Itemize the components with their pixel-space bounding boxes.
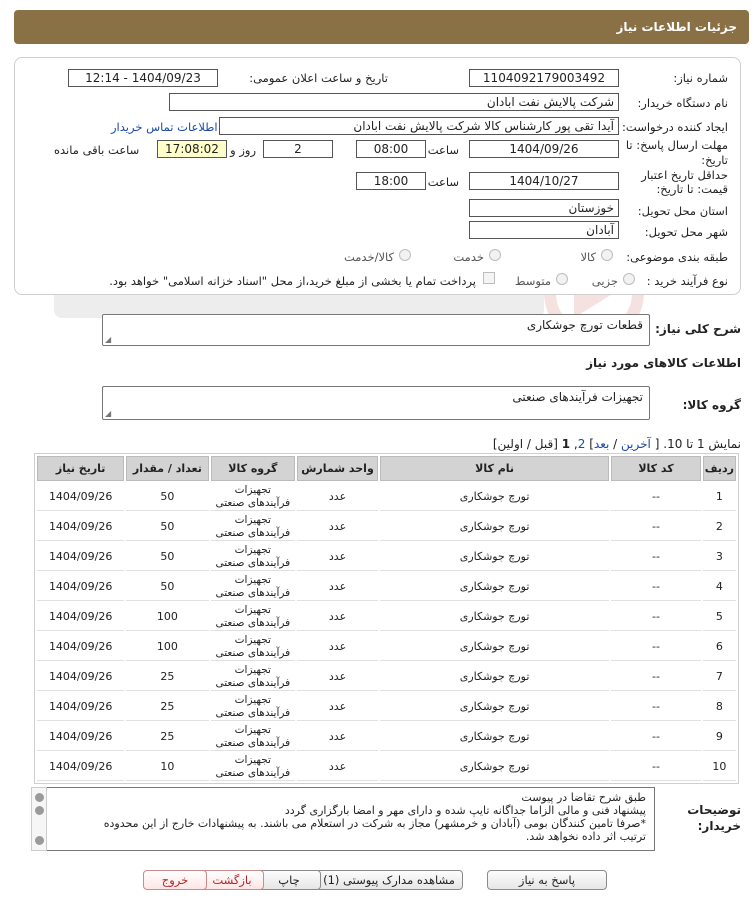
cell-row-number: 10 (703, 753, 736, 781)
table-row (37, 483, 736, 511)
print-button[interactable]: چاپ (257, 870, 321, 890)
cell-need-date: 1404/09/26 (37, 483, 124, 511)
cell-quantity: 50 (126, 483, 208, 511)
buyer-notes-line: *صرفا تامین کنندگان بومی (آبادان و خرمشهر) مجاز به شرکت در استعلام می باشند. به پیشنهادات خارج از این محدوده (103, 817, 646, 830)
cell-row-number: 6 (703, 633, 736, 661)
cell-goods-code: -- (611, 753, 701, 781)
cell-quantity: 25 (126, 693, 208, 721)
pager-showing: نمایش 1 تا 10. (663, 437, 741, 451)
goods-info-title: اطلاعات کالاهای مورد نیاز (586, 356, 741, 370)
buyer-notes-line: پیشنهاد فنی و مالی الزاما جداگانه تایپ شده و دارای مهر و امضا بارگزاری گردد (284, 804, 646, 817)
validity-time-label: ساعت (427, 175, 459, 189)
buyer-notes-line: طبق شرح تقاضا در پیوست (521, 791, 646, 804)
validity-date-field: 1404/10/27 (469, 172, 619, 190)
cell-unit: عدد (297, 633, 378, 661)
category-radio-goods-service[interactable] (399, 249, 411, 261)
cell-goods-code: -- (611, 693, 701, 721)
table-row (37, 663, 736, 691)
cell-goods-code: -- (611, 603, 701, 631)
table-body (37, 483, 736, 781)
summary-textarea[interactable] (102, 314, 650, 346)
cell-row-number: 8 (703, 693, 736, 721)
page-header (14, 10, 749, 44)
category-label: طبقه بندی موضوعی: (626, 250, 728, 264)
table-row (37, 753, 736, 781)
cell-need-date: 1404/09/26 (37, 693, 124, 721)
cell-goods-name: تورچ جوشکاری (380, 573, 609, 601)
table-row (37, 573, 736, 601)
treasury-payment-checkbox[interactable] (483, 272, 495, 284)
cell-need-date: 1404/09/26 (37, 543, 124, 571)
deadline-time-label: ساعت (427, 143, 459, 157)
need-info-panel (14, 57, 741, 295)
cell-goods-group: تجهیزات فرآیندهای صنعتی (211, 753, 296, 781)
deadline-date-field: 1404/09/26 (469, 140, 619, 158)
col-header-code: کد کالا (611, 456, 701, 481)
validity-time-field: 18:00 (356, 172, 426, 190)
buyer-notes-textarea[interactable] (46, 787, 655, 851)
pager-bracket-open: [ (654, 437, 660, 451)
cell-goods-name: تورچ جوشکاری (380, 633, 609, 661)
remaining-time-field: 17:08:02 (157, 140, 227, 158)
cell-goods-name: تورچ جوشکاری (380, 753, 609, 781)
cell-unit: عدد (297, 573, 378, 601)
col-header-qty: تعداد / مقدار (126, 456, 208, 481)
cell-goods-code: -- (611, 483, 701, 511)
buyer-org-field: شرکت پالایش نفت ابادان (169, 93, 619, 111)
cell-goods-group: تجهیزات فرآیندهای صنعتی (211, 723, 296, 751)
cell-goods-name: تورچ جوشکاری (380, 513, 609, 541)
cell-need-date: 1404/09/26 (37, 663, 124, 691)
pager-separator: / (613, 437, 618, 451)
buyer-org-label: نام دستگاه خریدار: (637, 96, 728, 110)
cell-goods-group: تجهیزات فرآیندهای صنعتی (211, 663, 296, 691)
cell-goods-group: تجهیزات فرآیندهای صنعتی (211, 633, 296, 661)
cell-unit: عدد (297, 753, 378, 781)
cell-quantity: 25 (126, 723, 208, 751)
cell-need-date: 1404/09/26 (37, 513, 124, 541)
resize-handle-icon[interactable]: ◢ (105, 409, 112, 418)
cell-goods-code: -- (611, 723, 701, 751)
remaining-time-label: ساعت باقی مانده (54, 143, 140, 157)
city-label: شهر محل تحویل: (644, 225, 728, 239)
cell-unit: عدد (297, 513, 378, 541)
table-row (37, 633, 736, 661)
category-option-goods-service: کالا/خدمت (343, 250, 394, 264)
col-header-name: نام کالا (380, 456, 609, 481)
exit-button[interactable]: خروج (143, 870, 207, 890)
col-header-group: گروه کالا (211, 456, 296, 481)
table-row (37, 603, 736, 631)
category-radio-service[interactable] (489, 249, 501, 261)
cell-row-number: 5 (703, 603, 736, 631)
cell-quantity: 25 (126, 663, 208, 691)
cell-need-date: 1404/09/26 (37, 723, 124, 751)
cell-goods-name: تورچ جوشکاری (380, 543, 609, 571)
table-header-row (37, 456, 736, 481)
goods-group-text: تجهیزات فرآیندهای صنعتی (512, 390, 643, 404)
cell-goods-group: تجهیزات فرآیندهای صنعتی (211, 513, 296, 541)
cell-row-number: 3 (703, 543, 736, 571)
cell-unit: عدد (297, 543, 378, 571)
cell-unit: عدد (297, 693, 378, 721)
deadline-time-field: 08:00 (356, 140, 426, 158)
reply-to-need-button[interactable]: پاسخ به نیاز (487, 870, 607, 890)
deadline-label-line2: تاریخ: (701, 153, 728, 167)
category-radio-goods[interactable] (601, 249, 613, 261)
buyer-notes-line: ترتیب اثر داده نخواهد شد. (525, 830, 646, 843)
cell-quantity: 10 (126, 753, 208, 781)
cell-goods-name: تورچ جوشکاری (380, 603, 609, 631)
cell-unit: عدد (297, 483, 378, 511)
cell-goods-code: -- (611, 543, 701, 571)
announce-datetime-label: تاریخ و ساعت اعلان عمومی: (249, 71, 388, 85)
pager-prev-first: [قبل / اولین] (492, 437, 558, 451)
treasury-payment-note: پرداخت تمام یا بخشی از مبلغ خرید،از محل "اسناد خزانه اسلامی" خواهد بود. (109, 274, 476, 288)
cell-row-number: 1 (703, 483, 736, 511)
table-row (37, 513, 736, 541)
col-header-date: تاریخ نیاز (37, 456, 124, 481)
cell-goods-name: تورچ جوشکاری (380, 693, 609, 721)
page-title: جزئیات اطلاعات نیاز (616, 20, 737, 34)
pagination (493, 437, 741, 451)
cell-goods-code: -- (611, 633, 701, 661)
validity-label-line1: حداقل تاریخ اعتبار (641, 168, 728, 182)
table-row (37, 723, 736, 751)
cell-goods-name: تورچ جوشکاری (380, 723, 609, 751)
cell-quantity: 100 (126, 633, 208, 661)
validity-label-line2: قیمت: تا تاریخ: (656, 182, 728, 196)
process-radio-minor[interactable] (623, 273, 635, 285)
need-number-field: 1104092179003492 (469, 69, 619, 87)
goods-group-label: گروه کالا: (682, 398, 741, 412)
pager-last-link[interactable]: آخرین (621, 437, 651, 451)
need-number-label: شماره نیاز: (673, 71, 728, 85)
cell-quantity: 50 (126, 513, 208, 541)
cell-need-date: 1404/09/26 (37, 603, 124, 631)
scroll-down-icon[interactable] (35, 836, 44, 845)
cell-goods-group: تجهیزات فرآیندهای صنعتی (211, 483, 296, 511)
category-option-service: خدمت (453, 250, 484, 264)
announce-datetime-field: 1404/09/23 - 12:14 (68, 69, 218, 87)
cell-goods-name: تورچ جوشکاری (380, 483, 609, 511)
cell-need-date: 1404/09/26 (37, 633, 124, 661)
pager-comma: , (573, 437, 578, 451)
back-button[interactable]: بازگشت (200, 870, 264, 890)
process-option-minor: جزیی (591, 274, 618, 288)
summary-label: شرح کلی نیاز: (655, 322, 741, 336)
buyer-notes-label-line2: خریدار: (697, 819, 741, 833)
cell-unit: عدد (297, 723, 378, 751)
process-radio-medium[interactable] (556, 273, 568, 285)
scroll-thumb-icon[interactable] (35, 806, 44, 815)
pager-next-link[interactable]: بعد (593, 437, 610, 451)
goods-table (34, 453, 739, 784)
cell-goods-group: تجهیزات فرآیندهای صنعتی (211, 603, 296, 631)
cell-goods-code: -- (611, 513, 701, 541)
buyer-notes-scrollbar[interactable] (31, 787, 47, 851)
cell-goods-group: تجهیزات فرآیندهای صنعتی (211, 693, 296, 721)
scroll-up-icon[interactable] (35, 793, 44, 802)
buyer-contact-link[interactable]: اطلاعات تماس خریدار (111, 120, 218, 134)
deadline-label-line1: مهلت ارسال پاسخ: تا (625, 138, 728, 152)
resize-handle-icon[interactable]: ◢ (105, 335, 112, 344)
cell-row-number: 7 (703, 663, 736, 691)
province-field: خوزستان (469, 199, 619, 217)
col-header-row: ردیف (703, 456, 736, 481)
cell-unit: عدد (297, 603, 378, 631)
pager-current-page: 1 (561, 437, 571, 451)
goods-group-textarea[interactable] (102, 386, 650, 420)
view-attachments-button[interactable]: مشاهده مدارک پیوستی (1) (315, 870, 463, 890)
cell-row-number: 9 (703, 723, 736, 751)
cell-goods-group: تجهیزات فرآیندهای صنعتی (211, 543, 296, 571)
cell-row-number: 4 (703, 573, 736, 601)
days-remaining-field: 2 (263, 140, 333, 158)
cell-row-number: 2 (703, 513, 736, 541)
buyer-notes-label-line1: توضیحات (687, 803, 741, 817)
creator-field: آیدا تقی پور کارشناس کالا شرکت پالایش نفت ابادان (219, 117, 619, 135)
category-option-goods: کالا (580, 250, 596, 264)
cell-quantity: 50 (126, 573, 208, 601)
summary-text: قطعات تورچ جوشکاری (526, 318, 643, 332)
cell-unit: عدد (297, 663, 378, 691)
pager-page-2-link[interactable]: 2 (577, 437, 586, 451)
cell-goods-name: تورچ جوشکاری (380, 663, 609, 691)
days-label: روز و (230, 143, 256, 157)
cell-need-date: 1404/09/26 (37, 573, 124, 601)
city-field: آبادان (469, 221, 619, 239)
province-label: استان محل تحویل: (637, 204, 728, 218)
col-header-unit: واحد شمارش (297, 456, 378, 481)
cell-quantity: 50 (126, 543, 208, 571)
cell-need-date: 1404/09/26 (37, 753, 124, 781)
cell-goods-code: -- (611, 573, 701, 601)
pager-bracket-close: ] (589, 437, 594, 451)
cell-goods-group: تجهیزات فرآیندهای صنعتی (211, 573, 296, 601)
table-row (37, 693, 736, 721)
table-row (37, 543, 736, 571)
cell-goods-code: -- (611, 663, 701, 691)
creator-label: ایجاد کننده درخواست: (622, 120, 728, 134)
process-option-medium: متوسط (514, 274, 551, 288)
cell-quantity: 100 (126, 603, 208, 631)
process-type-label: نوع فرآیند خرید : (646, 274, 728, 288)
